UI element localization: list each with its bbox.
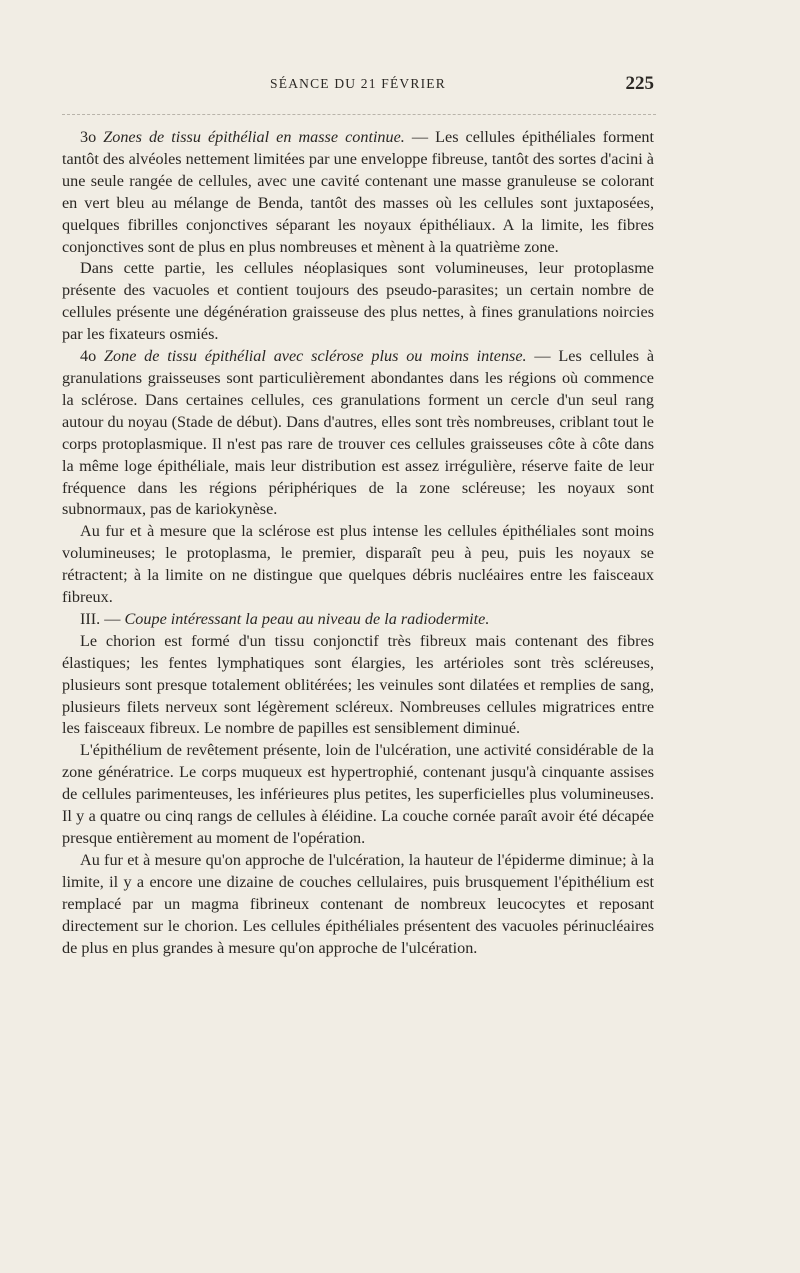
section-number: 4o <box>80 347 97 366</box>
paragraph-text: L'épithélium de revêtement présente, loin de l'ulcération, une activité considérable de la zone génératrice. Le corps muqueux est hypertrophié, contenant jusqu'à cinquante assises de cellules parimenteuses, les inférieures plus petites, les superficielles plus volumineuses. Il y a quatre ou cinq rangs de cellules à éléidine. La couche cornée paraît avoir été décapée presque entièrement au moment de l'opération. <box>62 741 654 847</box>
section-heading: Zone de tissu épithélial avec sclérose plus ou moins intense. <box>104 347 527 366</box>
header-divider <box>62 114 656 115</box>
paragraph-text: Les cellules épithéliales forment tantôt des alvéoles nettement limitées par une enveloppe fibreuse, tantôt des sortes d'acini à une seule rangée de cellules, avec une cavité contenant une masse granuleuse se colorant en vert bleu au mélange de Benda, tantôt des masses où les cellules sont juxtaposées, quelques fibrilles conjonctives séparant les noyaux épithéliaux. A la limite, les fibres conjonctives sont de plus en plus nombreuses et mènent à la quatrième zone. <box>62 128 654 256</box>
paragraph-text: Les cellules à granulations graisseuses sont particulièrement abondantes dans les régions où commence la sclérose. Dans certaines cellules, ces granulations forment un cercle d'un seul rang autour du noyau (Stade de début). Dans d'autres, elles sont très nombreuses, criblant tout le corps protoplasmique. Il n'est pas rare de trouver ces cellules graisseuses côte à côte dans la même loge épithéliale, mais leur distribution est assez irrégulière, réserve faite de leur fréquence dans les régions périphériques de la zone scléreuse; les noyaux sont subnormaux, pas de kariokynèse. <box>62 347 655 519</box>
running-header <box>62 73 654 98</box>
section-heading: Coupe intéressant la peau au niveau de la radiodermite. <box>124 609 490 628</box>
body-text <box>62 127 654 959</box>
paragraph <box>62 609 654 631</box>
paragraph <box>62 521 654 609</box>
paragraph-text: Dans cette partie, les cellules néoplasiques sont volumineuses, leur protoplasme présente des vacuoles et contient toujours des pseudo-parasites; un certain nombre de cellules présente une dégénération graisseuse des plus nettes, à fines granulations noircies par les fixateurs osmiés. <box>62 259 654 344</box>
paragraph-text: Au fur et à mesure qu'on approche de l'ulcération, la hauteur de l'épiderme diminue; à la limite, il y a encore une dizaine de couches cellulaires, puis brusquement l'épithélium est remplacé par un magma fibrineux contenant de nombreux leucocytes et reposant directement sur le chorion. Les cellules épithéliales présentent des vacuoles périnucléaires de plus en plus grandes à mesure qu'on approche de l'ulcération. <box>62 850 654 957</box>
paragraph-text: Au fur et à mesure que la sclérose est plus intense les cellules épithéliales sont moins volumineuses; le protoplasma, le premier, disparaît peu à peu, puis les noyaux se rétractent; à la limite on ne distingue que quelques débris nucléaires entre les faisceaux fibreux. <box>62 522 654 607</box>
page-number: 225 <box>625 73 654 94</box>
heading-separator: — <box>100 609 125 628</box>
heading-separator: — <box>526 347 559 366</box>
paragraph <box>62 258 654 346</box>
paragraph <box>62 127 654 258</box>
paragraph <box>62 346 654 521</box>
paragraph <box>62 631 654 741</box>
section-number: 3o <box>80 128 97 146</box>
paragraph <box>62 850 654 960</box>
header-title: SÉANCE DU 21 FÉVRIER <box>270 76 446 91</box>
section-heading: Zones de tissu épithélial en masse continue. <box>103 128 405 146</box>
section-number: III. <box>80 609 101 628</box>
heading-separator: — <box>404 128 436 146</box>
paragraph-text: Le chorion est formé d'un tissu conjonctif très fibreux mais contenant des fibres élastiques; les fentes lymphatiques sont élargies, les artérioles sont très scléreuses, plusieurs sont presque totalement oblitérées; les veinules sont dilatées et remplies de sang, plusieurs filets nerveux sont légèrement scléreux. Nombreuses cellules migratrices entre les faisceaux fibreux. Le nombre de papilles est sensiblement diminué. <box>62 631 654 738</box>
paragraph <box>62 740 654 850</box>
